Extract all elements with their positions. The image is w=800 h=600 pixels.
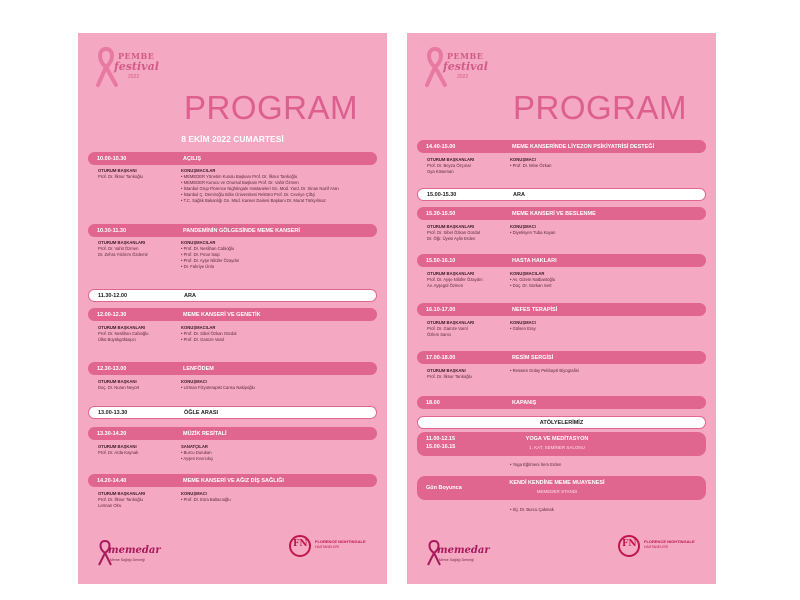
session-row [88, 427, 377, 440]
session-time: 11.30-12.00 [98, 292, 128, 299]
chair-name: Prof. Dr. İlknur Tarıkoğlu [98, 174, 143, 179]
chairs-label: OTURUM BAŞKANLARI [427, 271, 475, 276]
fn-name: FLORENCE NIGHTINGALE [644, 539, 695, 544]
chairs-label: OTURUM BAŞKANI [98, 168, 137, 173]
session-time: 13.30-14.20 [97, 430, 127, 437]
speaker-name: • İstanbul Grup Florence Nightingale Hastaneleri Gn. Müd. Yard. Dr. Sinan Nazif Aran [181, 186, 376, 192]
chair-name: Prof. Dr. Vahit Özmen [98, 246, 139, 251]
speaker-name: • Prof. Dr. Esra Baltacıoğlu [181, 497, 376, 503]
fn-name: FLORENCE NIGHTINGALE [315, 539, 366, 544]
session-detail [419, 157, 706, 177]
speaker-name: • MEMEDER Kurucu ve Onursal Başkanı Prof. Dr. Vahit Özmen [181, 180, 376, 186]
speakers-label: KONUŞMACI [181, 491, 207, 496]
session-detail [90, 491, 377, 511]
session-detail [90, 444, 377, 464]
logo-pembe: PEMBE [447, 51, 484, 61]
session-title: AÇILIŞ [183, 155, 202, 162]
session-row [88, 152, 377, 165]
session-title: MEME KANSERİ VE GENETİK [183, 311, 261, 318]
logo-pembe: PEMBE [118, 51, 155, 61]
session-detail [419, 224, 706, 244]
session-detail [90, 379, 377, 393]
memedar-name: memedar [108, 545, 161, 556]
chairs-label: OTURUM BAŞKANLARI [427, 224, 475, 229]
chair-name: Prof. Dr. Neslihan Cabioğlu [98, 331, 149, 336]
workshop-time: Gün Boyunca [426, 485, 462, 491]
speaker-name: • Diyetisyen Tuba Kayan [510, 230, 705, 236]
pembe-festival-logo [421, 43, 491, 91]
session-row [417, 140, 706, 153]
session-detail [90, 168, 377, 220]
fn-subtitle: HASTANELERİ [315, 545, 340, 549]
chairs-label: OTURUM BAŞKANI [427, 368, 466, 373]
break-row [88, 289, 377, 302]
workshop-box [417, 476, 706, 500]
speaker-name: • MEMEDER Yönetim Kurulu Başkanı Prof. Dr. İlknur Tarıkoğlu [181, 174, 376, 180]
florence-nightingale-logo [289, 533, 373, 567]
session-title: MEME KANSERİ VE BESLENME [512, 210, 596, 217]
chairs-label: OTURUM BAŞKANLARI [427, 157, 475, 162]
workshop-time-1: 11.00-12.15 [426, 436, 456, 442]
workshop-leader: • Yoga Eğitmeni İrem Erden [510, 462, 705, 468]
speaker-name: • Ayşen Kıvırcıkçı [181, 456, 376, 462]
chair-name: Prof. Dr. İlknur Tarıkoğlu [427, 374, 472, 379]
logo-year: 2022 [128, 74, 140, 80]
session-row [417, 207, 706, 220]
chairs-label: OTURUM BAŞKANLARI [427, 320, 475, 325]
speakers-label: KONUŞMACILAR [181, 168, 216, 173]
chair-name: Prof. Dr. Gamze Varol [427, 326, 468, 331]
chair-name: Doç. Dr. Nuran Neyort [98, 385, 140, 390]
logo-festival: festival [443, 60, 488, 73]
session-time: 15.00-15.30 [427, 191, 457, 198]
session-time: 14.40-15.00 [426, 143, 456, 150]
session-title: MÜZİK RESİTALİ [183, 430, 227, 437]
workshop-box [417, 432, 706, 456]
program-title: PROGRAM [513, 89, 688, 126]
fn-letters: FN [293, 539, 308, 549]
speaker-name: • Prof. Dr. Sibel Özkan Gürdal [181, 331, 376, 337]
session-title: HASTA HAKLARI [512, 257, 557, 264]
workshop-place: 1. KAT, SEMİNER SALONU [529, 445, 585, 450]
speaker-name: • Prof. Dr. Ayşe Nilüfer Özaydın [181, 258, 376, 264]
session-detail [419, 320, 706, 340]
session-time: 16.10-17.00 [426, 306, 456, 313]
chair-name: Oya Köseman [427, 169, 454, 174]
session-detail [90, 240, 377, 282]
workshop-title: KENDİ KENDİNE MEME MUAYENESİ [509, 480, 605, 486]
logo-year: 2022 [457, 74, 469, 80]
workshop-title: YOGA VE MEDİTASYON [525, 436, 589, 442]
speakers-label: KONUŞMACILAR [510, 271, 545, 276]
session-time: 18.00 [426, 399, 440, 406]
speakers-label: KONUŞMACI [181, 379, 207, 384]
fn-letters: FN [622, 539, 637, 549]
session-title: RESİM SERGİSİ [512, 354, 554, 361]
session-time: 12.00-12.30 [97, 311, 127, 318]
session-time: 15.50-16.10 [426, 257, 456, 264]
session-title: PANDEMİNİN GÖLGESİNDE MEME KANSERİ [183, 227, 300, 234]
speaker-name: • Dr. Fahriye Ünlü [181, 264, 376, 270]
chairs-label: OTURUM BAŞKANLARI [98, 240, 146, 245]
speakers-label: KONUŞMACI [510, 224, 536, 229]
speakers-label: KONUŞMACI [510, 320, 536, 325]
session-row [88, 224, 377, 237]
session-time: 10.00-10.30 [97, 155, 127, 162]
session-title: MEME KANSERİNDE LİYEZON PSİKİYATRİSİ DESTEĞİ [512, 143, 655, 150]
session-title: KAPANIŞ [512, 399, 537, 406]
session-title: LENFÖDEM [183, 365, 214, 372]
workshops-title: ATÖLYELERİMİZ [539, 419, 584, 426]
break-row [88, 406, 377, 419]
chair-name: Prof. Dr. Sibel Özkan Gürdal [427, 230, 480, 235]
chair-name: Özlem Sarıcı [427, 332, 452, 337]
speaker-name: • Uzman Fizyoterapist Cansu Nakipoğlu [181, 385, 376, 391]
session-row [417, 303, 706, 316]
chair-name: Dr. Öğr. Üyesi Aylin Erden [427, 236, 476, 241]
session-time: 17.00-18.00 [426, 354, 456, 361]
speaker-name: • İstanbul Ç. Demiroğlu Bilim Üniversitesi Rektörü Prof. Dr. Cevriye Çiftçi [181, 192, 376, 198]
program-page-1 [78, 33, 387, 584]
workshop-detail [419, 462, 706, 470]
speaker-name: • Prof. Dr. Pınar Saip [181, 252, 376, 258]
session-row [417, 396, 706, 409]
session-title: MEME KANSERİ VE AĞIZ DİŞ SAĞLIĞI [183, 477, 284, 484]
session-detail [419, 368, 706, 388]
chairs-label: OTURUM BAŞKANLARI [98, 325, 146, 330]
session-detail [90, 325, 377, 347]
chair-name: Dr. Zehra Yıldırım Özdemir [98, 252, 148, 257]
speaker-name: • Prof. Dr. Gamze Varol [181, 337, 376, 343]
memedar-logo [96, 539, 176, 569]
chair-name: Lerman Olru [98, 503, 122, 508]
speaker-name: • Gülsen Eray [510, 326, 705, 332]
chair-name: Prof. Dr. Ayşe Nilüfer Özaydın [427, 277, 483, 282]
memedar-subtitle: Meme Sağlığı Derneği [110, 558, 145, 562]
chair-name: Av. Ayşegül Özmen [427, 283, 464, 288]
speaker-name: • Prof. Dr. Neslihan Cabioğlu [181, 246, 376, 252]
session-time: 15.30-15.50 [426, 210, 456, 217]
session-time: 12.30-13.00 [97, 365, 127, 372]
florence-nightingale-logo [618, 533, 702, 567]
speakers-label: KONUŞMACILAR [181, 240, 216, 245]
workshop-detail [419, 507, 706, 515]
memedar-subtitle: Meme Sağlığı Derneği [439, 558, 474, 562]
speaker-name: • Prof. Dr. Mine Özkan [510, 163, 705, 169]
session-time: 10.30-11.30 [97, 227, 127, 234]
pembe-festival-logo [92, 43, 162, 91]
session-row [88, 308, 377, 321]
session-title: ARA [184, 292, 196, 299]
chair-name: Prof. Dr. İlknur Tarıkoğlu [98, 497, 143, 502]
fn-subtitle: HASTANELERİ [644, 545, 669, 549]
memedar-name: memedar [437, 545, 490, 556]
speaker-name: • Doç. Dr. Gürkan Sert [510, 283, 705, 289]
speaker-name: • Burcu Durukan [181, 450, 376, 456]
session-title: ARA [513, 191, 525, 198]
session-title: ÖĞLE ARASI [184, 409, 219, 416]
session-time: 13.00-13.30 [98, 409, 128, 416]
speakers-label: SANATÇILAR [181, 444, 208, 449]
logo-festival: festival [114, 60, 159, 73]
workshop-leader: • Stj. Dr. Burcu Çakmak [510, 507, 705, 513]
session-time: 14.20-14.40 [97, 477, 127, 484]
program-page-2 [407, 33, 716, 584]
speaker-name: • Ressam Gülay Pekbaysl Biyografisi [510, 368, 705, 374]
session-row [88, 362, 377, 375]
workshop-time-2: 15.00-16.15 [426, 444, 456, 450]
speakers-label: KONUŞMACILAR [181, 325, 216, 330]
break-row [417, 188, 706, 201]
chairs-label: OTURUM BAŞKANI [98, 444, 137, 449]
chairs-label: OTURUM BAŞKANI [98, 379, 137, 384]
workshops-header [417, 416, 706, 429]
speaker-name: • Av. Gizem Natbantoğlu [510, 277, 705, 283]
speaker-name: • T.C. Sağlık Bakanlığı Gn. Müd. Kanser Dairesi Başkanı Dr. Murat Türkyılmaz [181, 198, 376, 204]
chair-name: Prof. Dr. Beyza Özçınar [427, 163, 471, 168]
session-row [88, 474, 377, 487]
memedar-logo [425, 539, 505, 569]
session-title: NEFES TERAPİSİ [512, 306, 558, 313]
workshop-place: MEMEDER STANDI [536, 489, 578, 494]
session-detail [419, 271, 706, 291]
speakers-label: KONUŞMACI [510, 157, 536, 162]
session-row [417, 351, 706, 364]
event-date: 8 EKİM 2022 CUMARTESİ [181, 134, 284, 144]
session-row [417, 254, 706, 267]
chair-name: Prof. Dr. Arda Kaynak [98, 450, 139, 455]
chair-name: Ülkü Büyükgöktaşıcı [98, 337, 136, 342]
program-title: PROGRAM [184, 89, 359, 126]
chairs-label: OTURUM BAŞKANLARI [98, 491, 146, 496]
